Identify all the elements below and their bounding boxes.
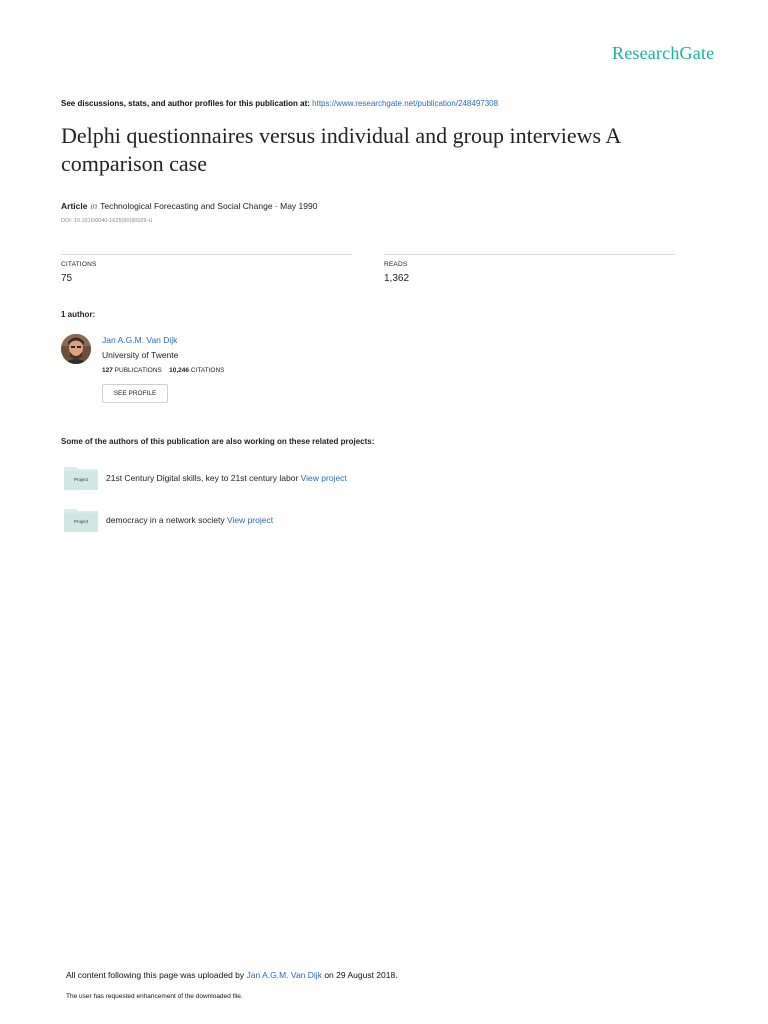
project-item bbox=[106, 473, 347, 483]
project-folder-icon[interactable] bbox=[64, 507, 98, 532]
citations-label: CITATIONS bbox=[61, 261, 97, 268]
project-folder-icon[interactable] bbox=[64, 465, 98, 490]
journal-link[interactable]: Technological Forecasting and Social Change · May 1990 bbox=[100, 201, 318, 211]
upload-prefix: All content following this page was uploaded by bbox=[66, 970, 247, 980]
upload-note bbox=[66, 970, 398, 980]
researchgate-logo[interactable]: ResearchGate bbox=[612, 43, 715, 63]
authors-heading: 1 author: bbox=[61, 310, 96, 319]
view-project-link[interactable]: View project bbox=[226, 515, 274, 525]
publication-meta bbox=[61, 201, 317, 211]
reads-divider bbox=[384, 254, 675, 255]
see-profile-button[interactable]: SEE PROFILE bbox=[102, 384, 168, 403]
publication-url-link[interactable]: https://www.researchgate.net/publication/248497308 bbox=[312, 99, 499, 108]
project-tag: Project bbox=[73, 519, 88, 524]
doi: DOI: 10.1016/0040-1625(90)90029-U bbox=[61, 218, 153, 224]
related-projects-heading: Some of the authors of this publication are also working on these related projects: bbox=[61, 437, 375, 446]
meta-in: in bbox=[90, 201, 98, 211]
author-photo-icon bbox=[61, 334, 91, 364]
citations-value: 75 bbox=[61, 273, 73, 284]
author-stats bbox=[102, 367, 225, 374]
author-publications-label: PUBLICATIONS bbox=[114, 367, 162, 374]
author-name-link[interactable]: Jan A.G.M. Van Dijk bbox=[102, 335, 178, 345]
discussion-label: See discussions, stats, and author profiles for this publication at: bbox=[61, 99, 313, 108]
author-citations-label: CITATIONS bbox=[190, 367, 225, 374]
author-institution: University of Twente bbox=[102, 350, 179, 360]
article-type: Article bbox=[61, 201, 88, 211]
author-publications-count: 127 bbox=[102, 367, 113, 374]
citations-divider bbox=[61, 254, 352, 255]
reads-value: 1,362 bbox=[384, 273, 410, 284]
discussion-line bbox=[61, 99, 498, 108]
project-tag: Project bbox=[73, 477, 88, 482]
reads-label: READS bbox=[384, 261, 408, 268]
enhancement-note: The user has requested enhancement of the downloaded file. bbox=[66, 993, 243, 1000]
uploader-link[interactable]: Jan A.G.M. Van Dijk bbox=[246, 970, 322, 980]
view-project-link[interactable]: View project bbox=[300, 473, 347, 483]
project-item bbox=[106, 515, 273, 525]
upload-suffix: on 29 August 2018. bbox=[321, 970, 398, 980]
project-title: democracy in a network society bbox=[106, 515, 227, 525]
publication-title: Delphi questionnaires versus individual and group interviews A comparison case bbox=[61, 123, 621, 176]
avatar[interactable] bbox=[61, 334, 91, 364]
author-citations-count: 10,246 bbox=[169, 367, 189, 374]
project-title: 21st Century Digital skills, key to 21st century labor bbox=[106, 473, 301, 483]
